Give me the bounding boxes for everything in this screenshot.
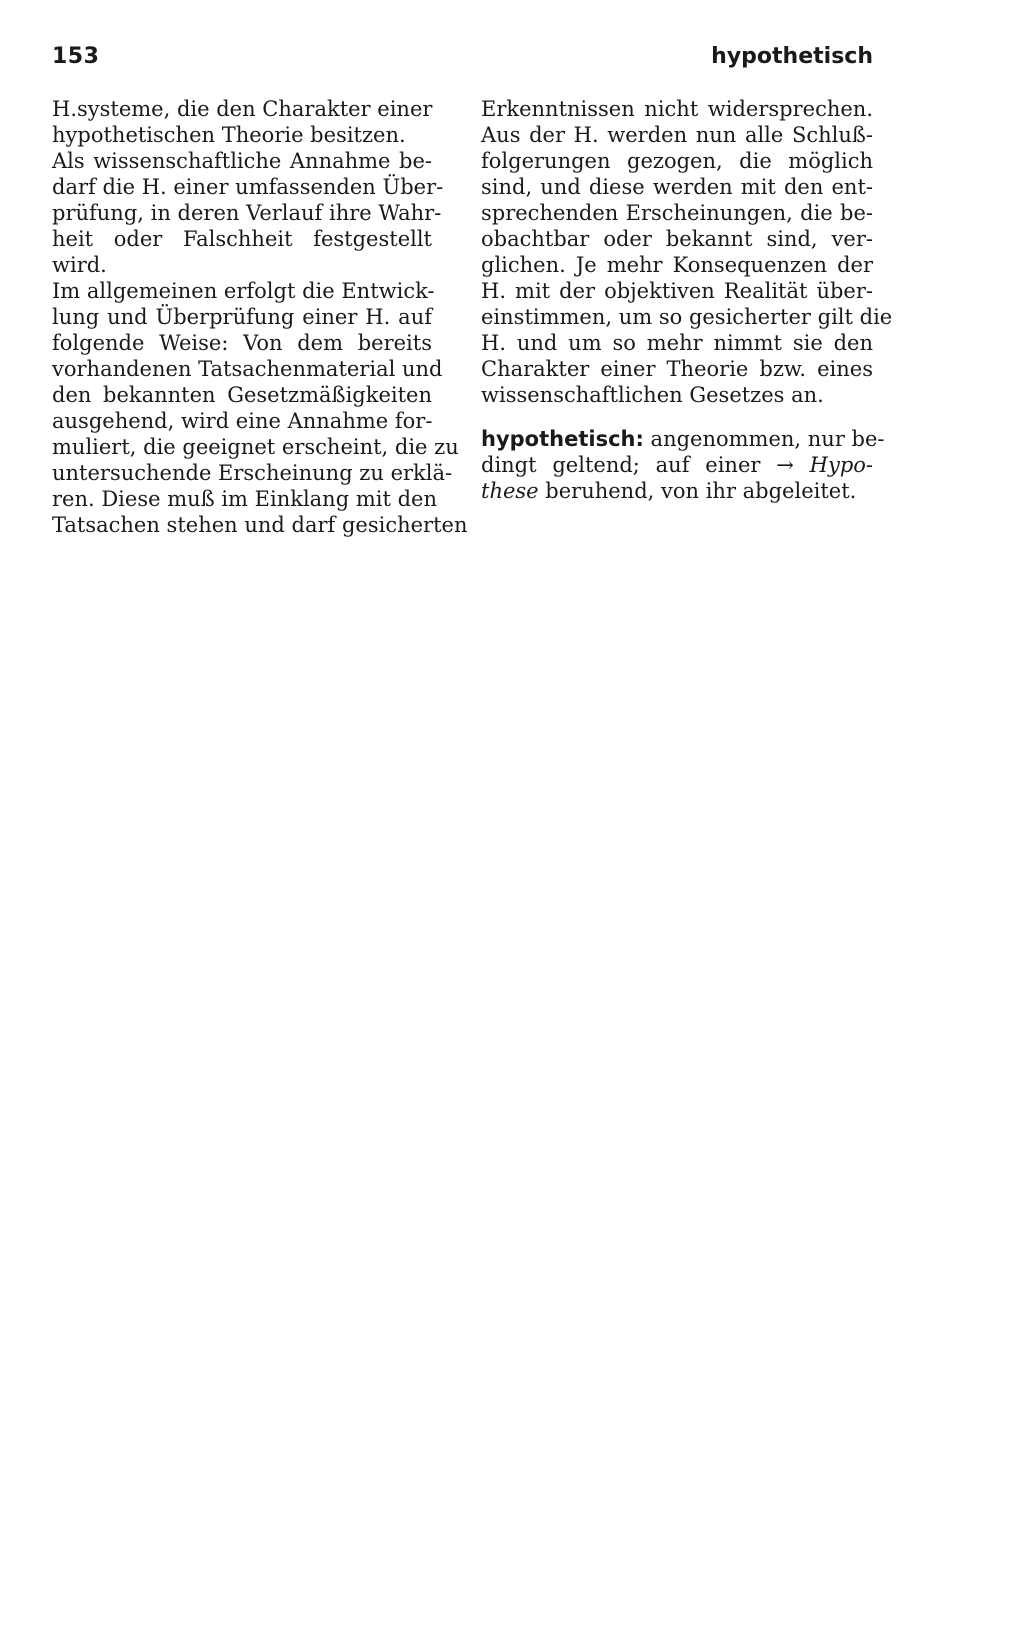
text-line: wissenschaftlichen Gesetzes an. [481,383,824,407]
cross-reference-link[interactable]: these [481,479,539,503]
text-line: vorhandenen Tatsachenmaterial und [52,357,443,381]
cross-reference-link[interactable]: Hypo- [809,453,873,477]
text-line: wird. [52,253,107,277]
text-line: Erkenntnissen nicht widersprechen. [481,97,873,121]
cross-reference-arrow-icon: → [776,453,794,477]
entry-spacer [481,408,873,426]
entry-headword: hypothetisch [481,427,636,451]
entry-line [481,452,873,478]
text-line: folgerungen gezogen, die möglich [481,149,873,173]
text-line: Im allgemeinen erfolgt die Entwick- [52,279,435,303]
entry-definition-part: angenommen, nur be- [643,427,885,451]
text-line: Charakter einer Theorie bzw. eines [481,357,873,381]
text-line: einstimmen, um so gesicherter gilt die [481,305,893,329]
dictionary-entry [481,426,885,504]
entry-definition-part: dingt geltend; auf einer [481,453,777,477]
text-line: glichen. Je mehr Konsequenzen der [481,253,873,277]
text-line: prüfung, in deren Verlauf ihre Wahr- [52,201,442,225]
text-line: hypothetischen Theorie besitzen. [52,123,406,147]
text-line: den bekannten Gesetzmäßigkeiten [52,383,432,407]
text-line: lung und Überprüfung einer H. auf [52,305,432,329]
page-number: 153 [52,44,100,69]
entry-line [481,426,885,452]
text-line: H. und um so mehr nimmt sie den [481,331,873,355]
text-line: Tatsachen stehen und darf gesicherten [52,513,468,537]
text-line: darf die H. einer umfassenden Über- [52,175,444,199]
text-line: ausgehend, wird eine Annahme for- [52,409,433,433]
entry-definition-part: beruhend, von ihr abgeleitet. [538,479,857,503]
text-line: untersuchende Erscheinung zu erklä- [52,461,453,485]
text-line: H. mit der objektiven Realität über- [481,279,873,303]
text-line: Als wissenschaftliche Annahme be- [52,149,432,173]
text-line: sind, und diese werden mit den ent- [481,175,873,199]
text-line: ren. Diese muß im Einklang mit den [52,487,437,511]
entry-line [481,478,873,504]
text-line: muliert, die geeignet erscheint, die zu [52,435,459,459]
entry-colon: : [635,427,644,451]
right-column [481,96,893,504]
text-line: Aus der H. werden nun alle Schluß- [481,123,873,147]
text-line: heit oder Falschheit festgestellt [52,227,432,251]
running-head: hypothetisch [711,44,873,69]
text-line: sprechenden Erscheinungen, die be- [481,201,873,225]
left-column [52,96,468,538]
text-line: obachtbar oder bekannt sind, ver- [481,227,873,251]
text-line: H.systeme, die den Charakter einer [52,97,433,121]
text-line: folgende Weise: Von dem bereits [52,331,432,355]
